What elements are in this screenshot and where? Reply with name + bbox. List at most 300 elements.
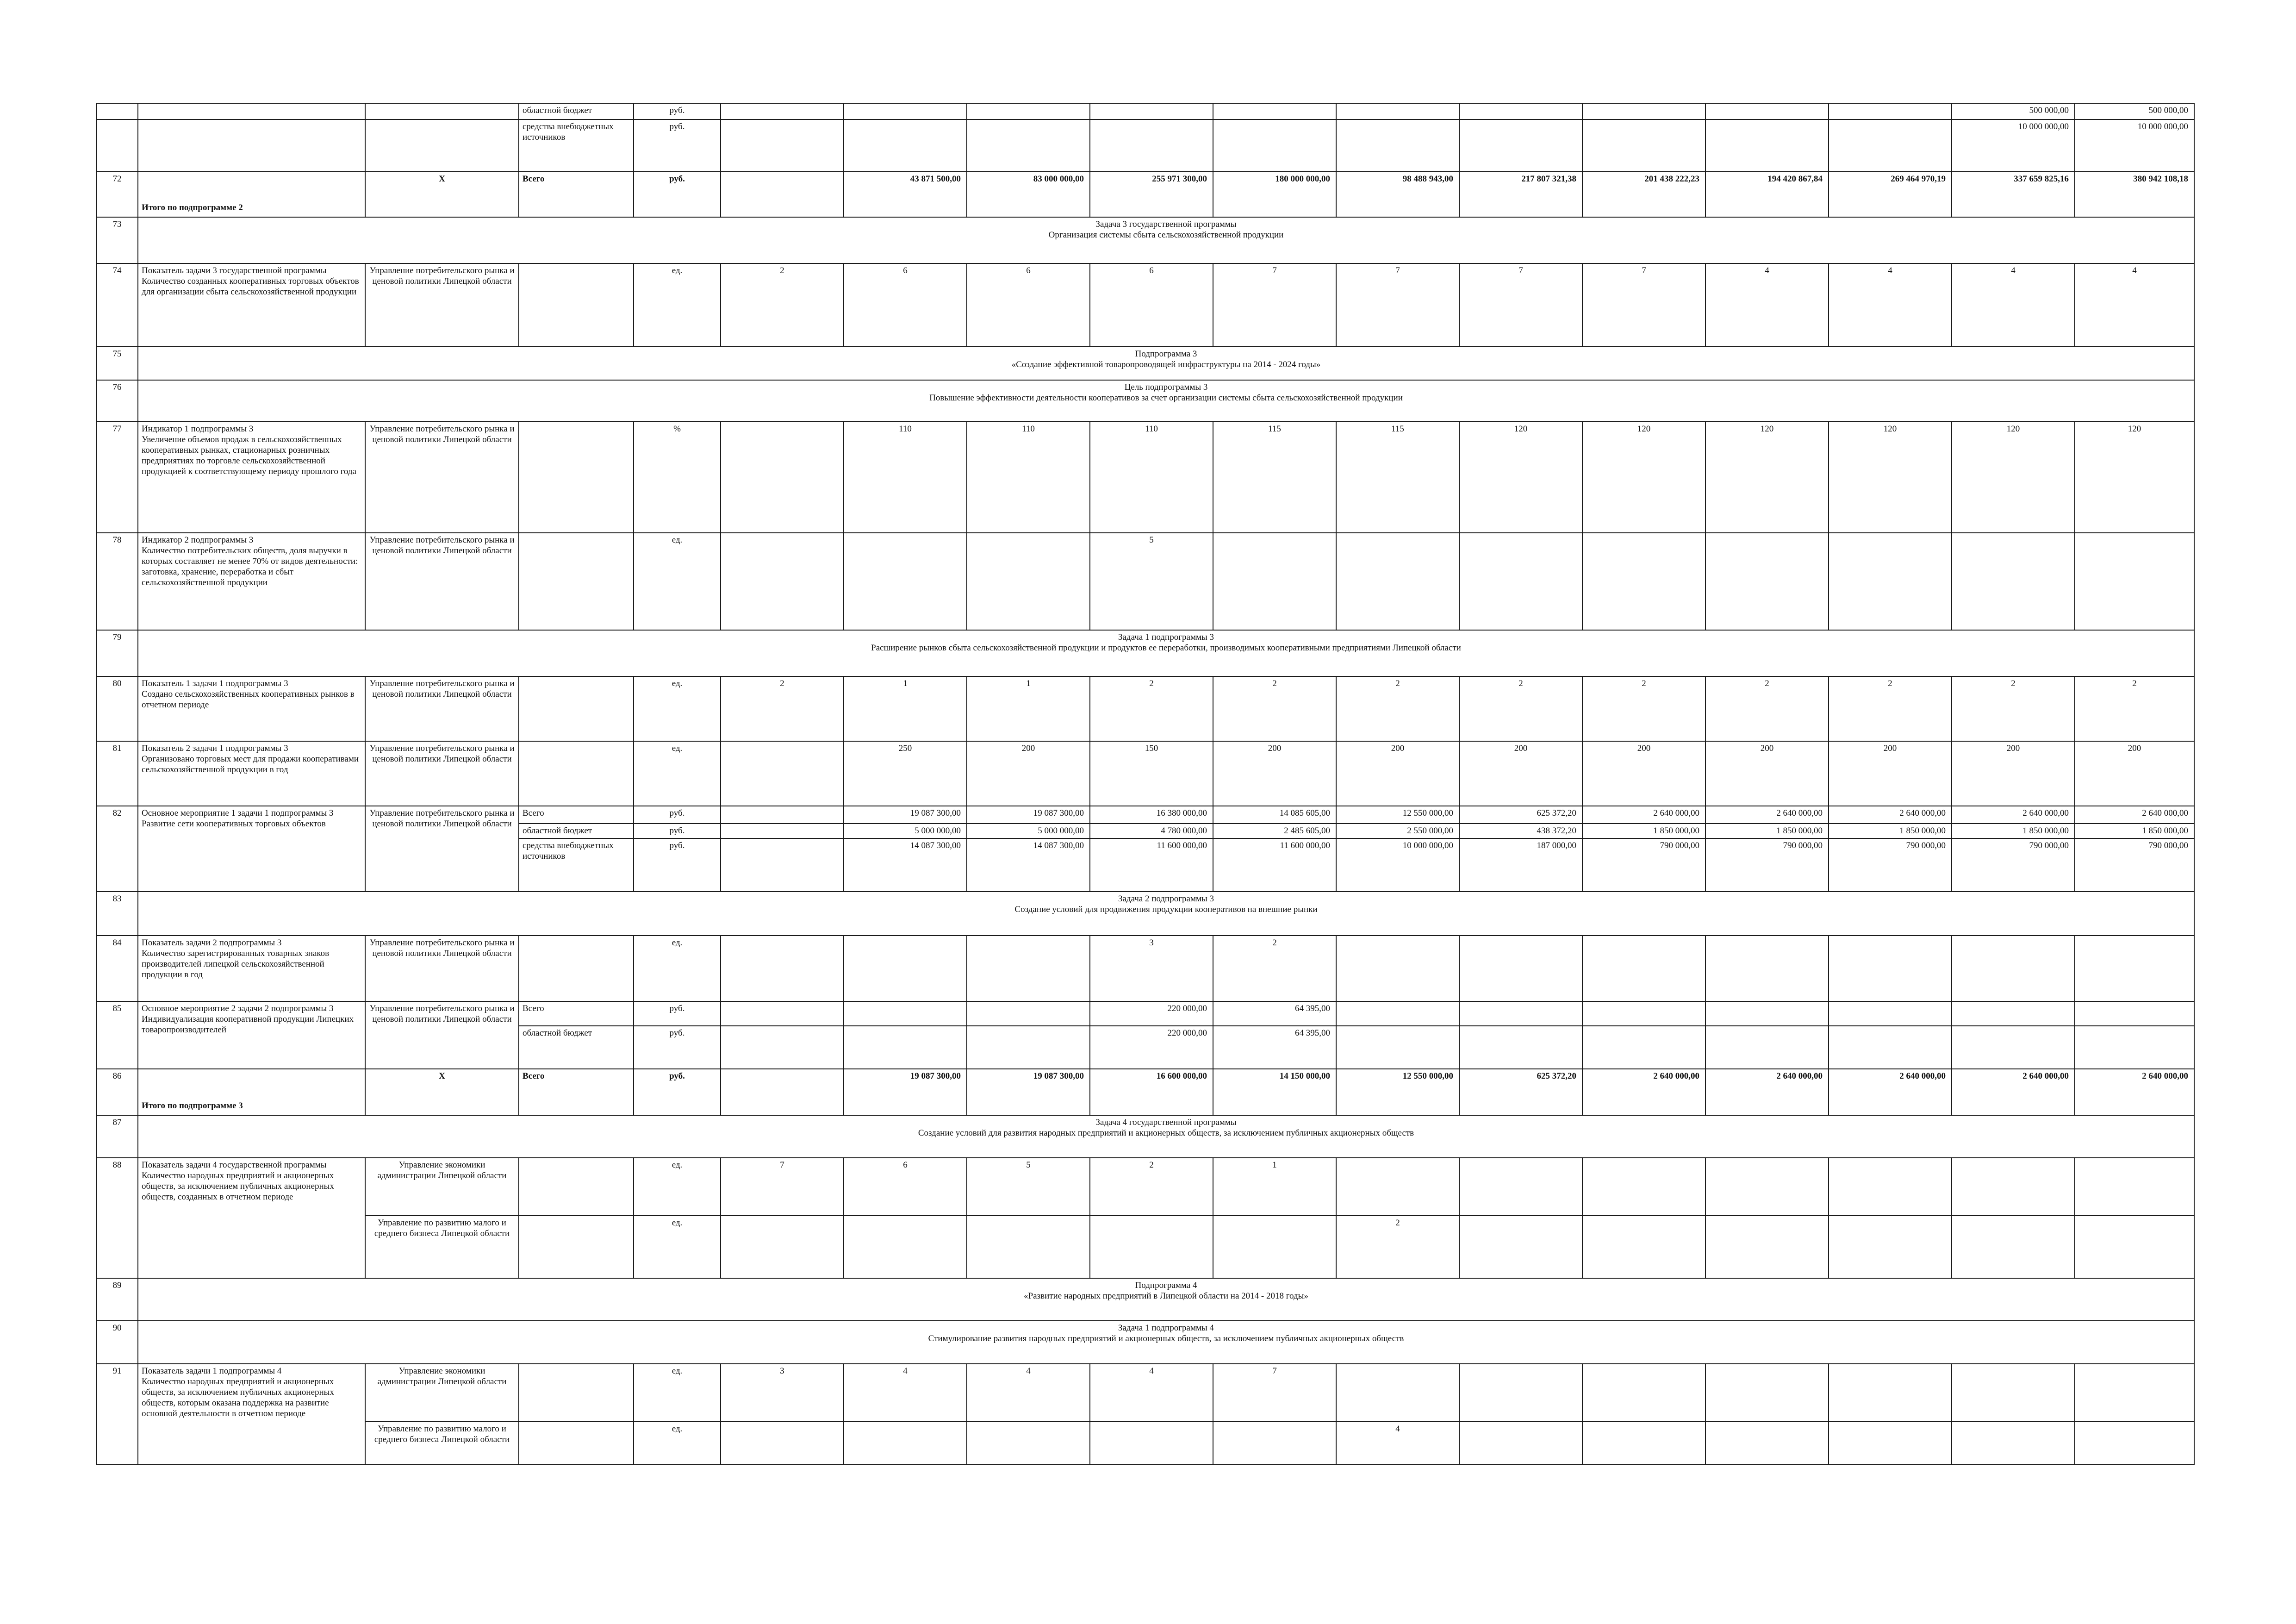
value-cell: 4 (1705, 263, 1829, 347)
value-cell: 4 780 000,00 (1089, 823, 1213, 839)
value-cell (720, 741, 844, 806)
value-cell: 11 600 000,00 (1213, 838, 1337, 892)
value-cell: 110 (966, 421, 1090, 533)
value-cell: 3 (720, 1363, 844, 1422)
value-cell: 1 (966, 676, 1090, 742)
value-cell: 3 (1089, 935, 1213, 1002)
funding-source: областной бюджет (518, 103, 634, 120)
value-cell: 2 (1459, 676, 1583, 742)
funding-source (518, 1363, 634, 1422)
value-cell: 14 085 605,00 (1213, 806, 1337, 824)
value-cell: 337 659 825,16 (1951, 171, 2075, 218)
value-cell (1951, 1215, 2075, 1279)
value-cell: 269 464 970,19 (1828, 171, 1952, 218)
unit: ед. (633, 1363, 721, 1422)
value-cell: 2 640 000,00 (2074, 806, 2195, 824)
value-cell (1459, 1421, 1583, 1465)
funding-source (518, 421, 634, 533)
section-header: Задача 1 подпрограммы 4 Стимулирование развития народных предприятий и акционерных обществ, за исключением публичных акционерных обществ (137, 1320, 2195, 1364)
value-cell: 500 000,00 (1951, 103, 2075, 120)
indicator-name: Показатель задачи 2 подпрограммы 3 Количество зарегистрированных товарных знаков производителей липецкой сельскохозяйственной продукции в год (137, 935, 366, 1002)
unit: ед. (633, 1421, 721, 1465)
row-number: 76 (96, 380, 138, 422)
value-cell (720, 532, 844, 631)
value-cell: 2 (1336, 676, 1460, 742)
indicator-name: Показатель задачи 1 подпрограммы 4 Количество народных предприятий и акционерных обществ, за исключением публичных акционерных обществ, которым оказана поддержка на развитие основной деятельности в отчетном периоде (137, 1363, 366, 1465)
value-cell (2074, 935, 2195, 1002)
value-cell: 2 (1951, 676, 2075, 742)
executor: Управление потребительского рынка и ценовой политики Липецкой области (365, 263, 519, 347)
value-cell (966, 1215, 1090, 1279)
value-cell: 500 000,00 (2074, 103, 2195, 120)
value-cell (1459, 1001, 1583, 1026)
value-cell: 4 (1336, 1421, 1460, 1465)
value-cell: 200 (966, 741, 1090, 806)
unit: руб. (633, 838, 721, 892)
value-cell: 10 000 000,00 (1951, 119, 2075, 172)
value-cell (1951, 1421, 2075, 1465)
value-cell (1459, 532, 1583, 631)
executor: Управление по развитию малого и среднего бизнеса Липецкой области (365, 1421, 519, 1465)
value-cell (1336, 935, 1460, 1002)
funding-source (518, 741, 634, 806)
value-cell: 2 (1213, 676, 1337, 742)
value-cell: 790 000,00 (1705, 838, 1829, 892)
value-cell (1213, 119, 1337, 172)
value-cell (1828, 532, 1952, 631)
executor: Управление потребительского рынка и ценовой политики Липецкой области (365, 421, 519, 533)
unit: руб. (633, 171, 721, 218)
value-cell (1828, 1157, 1952, 1216)
value-cell (1582, 103, 1706, 120)
row-number: 78 (96, 532, 138, 631)
value-cell: 19 087 300,00 (966, 1068, 1090, 1116)
value-cell (1459, 1363, 1583, 1422)
value-cell: 180 000 000,00 (1213, 171, 1337, 218)
value-cell: 1 (1213, 1157, 1337, 1216)
value-cell: 790 000,00 (1951, 838, 2075, 892)
value-cell (1089, 103, 1213, 120)
value-cell: 98 488 943,00 (1336, 171, 1460, 218)
value-cell: 110 (843, 421, 967, 533)
value-cell (1459, 119, 1583, 172)
executor: Управление потребительского рынка и ценовой политики Липецкой области (365, 806, 519, 892)
indicator-name: Основное мероприятие 1 задачи 1 подпрограммы 3 Развитие сети кооперативных торговых объектов (137, 806, 366, 892)
row-number: 80 (96, 676, 138, 742)
value-cell: 200 (1705, 741, 1829, 806)
indicator-name: Показатель 1 задачи 1 подпрограммы 3 Создано сельскохозяйственных кооперативных рынков в отчетном периоде (137, 676, 366, 742)
value-cell: 220 000,00 (1089, 1001, 1213, 1026)
funding-source (518, 1215, 634, 1279)
section-header: Цель подпрограммы 3 Повышение эффективности деятельности кооперативов за счет организации системы сбыта сельскохозяйственной продукции (137, 380, 2195, 422)
value-cell (1951, 935, 2075, 1002)
indicator-name: Показатель задачи 4 государственной программы Количество народных предприятий и акционерных обществ, за исключением публичных акционерных обществ, созданных в отчетном периоде (137, 1157, 366, 1279)
value-cell: 2 640 000,00 (1828, 806, 1952, 824)
value-cell (1582, 1001, 1706, 1026)
value-cell: 1 850 000,00 (1705, 823, 1829, 839)
value-cell: 790 000,00 (2074, 838, 2195, 892)
value-cell: 4 (966, 1363, 1090, 1422)
value-cell: 200 (1459, 741, 1583, 806)
value-cell (1705, 935, 1829, 1002)
row-number: 77 (96, 421, 138, 533)
unit: руб. (633, 103, 721, 120)
value-cell: 11 600 000,00 (1089, 838, 1213, 892)
value-cell (1213, 103, 1337, 120)
row-number: 84 (96, 935, 138, 1002)
value-cell (1828, 1025, 1952, 1069)
value-cell: 120 (1828, 421, 1952, 533)
value-cell (1213, 1215, 1337, 1279)
value-cell (843, 1215, 967, 1279)
value-cell (1336, 1025, 1460, 1069)
value-cell (1828, 103, 1952, 120)
value-cell (1089, 1215, 1213, 1279)
value-cell (720, 103, 844, 120)
value-cell: 115 (1336, 421, 1460, 533)
row-number: 73 (96, 217, 138, 264)
value-cell (1459, 103, 1583, 120)
value-cell (2074, 1001, 2195, 1026)
value-cell (966, 103, 1090, 120)
value-cell (1705, 1025, 1829, 1069)
value-cell: 7 (1336, 263, 1460, 347)
value-cell (2074, 1363, 2195, 1422)
value-cell: 2 640 000,00 (1582, 1068, 1706, 1116)
value-cell (843, 532, 967, 631)
indicator-name: Индикатор 2 подпрограммы 3 Количество потребительских обществ, доля выручки в которых составляет не менее 70% от видов деятельности: заготовка, хранение, переработка и сбыт сельскохозяйственной продукции (137, 532, 366, 631)
value-cell: 110 (1089, 421, 1213, 533)
value-cell: 217 807 321,38 (1459, 171, 1583, 218)
indicator-name: Показатель 2 задачи 1 подпрограммы 3 Организовано торговых мест для продажи кооперативами сельскохозяйственной продукции в год (137, 741, 366, 806)
value-cell: 2 (720, 676, 844, 742)
value-cell (1459, 1157, 1583, 1216)
funding-source: областной бюджет (518, 823, 634, 839)
value-cell (843, 1001, 967, 1026)
value-cell: 2 (1705, 676, 1829, 742)
unit: ед. (633, 1157, 721, 1216)
value-cell (720, 1215, 844, 1279)
value-cell (720, 171, 844, 218)
value-cell: 4 (2074, 263, 2195, 347)
row-number: 81 (96, 741, 138, 806)
row-number: 91 (96, 1363, 138, 1465)
section-header: Задача 4 государственной программы Создание условий для развития народных предприятий и акционерных обществ, за исключением публичных акционерных обществ (137, 1115, 2195, 1158)
value-cell (1951, 1001, 2075, 1026)
value-cell (1705, 1001, 1829, 1026)
value-cell: 625 372,20 (1459, 1068, 1583, 1116)
funding-source (518, 1421, 634, 1465)
unit: ед. (633, 741, 721, 806)
funding-source: Всего (518, 171, 634, 218)
value-cell: 14 087 300,00 (843, 838, 967, 892)
unit: руб. (633, 806, 721, 824)
value-cell: 12 550 000,00 (1336, 806, 1460, 824)
indicator-name: Итого по подпрограмме 3 (137, 1068, 366, 1116)
value-cell: 200 (2074, 741, 2195, 806)
value-cell (2074, 1025, 2195, 1069)
row-number: 72 (96, 171, 138, 218)
value-cell: 2 (1828, 676, 1952, 742)
unit: ед. (633, 676, 721, 742)
value-cell: 194 420 867,84 (1705, 171, 1829, 218)
value-cell: 16 600 000,00 (1089, 1068, 1213, 1116)
value-cell: 7 (720, 1157, 844, 1216)
indicator-name: Итого по подпрограмме 2 (137, 171, 366, 218)
value-cell (1582, 1363, 1706, 1422)
value-cell: 2 485 605,00 (1213, 823, 1337, 839)
value-cell: 150 (1089, 741, 1213, 806)
executor: Управление потребительского рынка и ценовой политики Липецкой области (365, 741, 519, 806)
value-cell (2074, 1157, 2195, 1216)
value-cell (1213, 532, 1337, 631)
unit: руб. (633, 823, 721, 839)
value-cell (1582, 1025, 1706, 1069)
funding-source: Всего (518, 1001, 634, 1026)
value-cell (1336, 119, 1460, 172)
unit: ед. (633, 532, 721, 631)
value-cell (1213, 1421, 1337, 1465)
executor: Управление потребительского рынка и ценовой политики Липецкой области (365, 1001, 519, 1069)
value-cell: 6 (966, 263, 1090, 347)
value-cell: 790 000,00 (1582, 838, 1706, 892)
value-cell: 120 (1459, 421, 1583, 533)
value-cell: 14 150 000,00 (1213, 1068, 1337, 1116)
value-cell: 19 087 300,00 (843, 1068, 967, 1116)
value-cell: 12 550 000,00 (1336, 1068, 1460, 1116)
value-cell (1459, 1025, 1583, 1069)
value-cell: 14 087 300,00 (966, 838, 1090, 892)
value-cell: 43 871 500,00 (843, 171, 967, 218)
row-number: 86 (96, 1068, 138, 1116)
row-number: 82 (96, 806, 138, 892)
unit: руб. (633, 1068, 721, 1116)
value-cell: 7 (1459, 263, 1583, 347)
value-cell (843, 119, 967, 172)
value-cell: 187 000,00 (1459, 838, 1583, 892)
value-cell (720, 935, 844, 1002)
value-cell: 10 000 000,00 (1336, 838, 1460, 892)
value-cell: 220 000,00 (1089, 1025, 1213, 1069)
funding-source (518, 532, 634, 631)
value-cell (1089, 1421, 1213, 1465)
value-cell: 64 395,00 (1213, 1025, 1337, 1069)
row-number: 88 (96, 1157, 138, 1279)
value-cell: 2 (1089, 1157, 1213, 1216)
value-cell (966, 1421, 1090, 1465)
value-cell: 7 (1213, 1363, 1337, 1422)
value-cell (1705, 119, 1829, 172)
value-cell (720, 838, 844, 892)
value-cell (1089, 119, 1213, 172)
funding-source: областной бюджет (518, 1025, 634, 1069)
value-cell: 2 (1582, 676, 1706, 742)
value-cell: 19 087 300,00 (843, 806, 967, 824)
row-number: 75 (96, 346, 138, 381)
funding-source: средства внебюджетных источников (518, 119, 634, 172)
row-number (96, 103, 138, 120)
executor: Управление экономики администрации Липецкой области (365, 1363, 519, 1422)
value-cell: 1 850 000,00 (1582, 823, 1706, 839)
value-cell (966, 1025, 1090, 1069)
value-cell: 64 395,00 (1213, 1001, 1337, 1026)
executor (365, 103, 519, 120)
funding-source (518, 1157, 634, 1216)
value-cell: 2 640 000,00 (2074, 1068, 2195, 1116)
value-cell (1582, 1157, 1706, 1216)
value-cell: 2 640 000,00 (1828, 1068, 1952, 1116)
value-cell: 2 640 000,00 (1582, 806, 1706, 824)
indicator-table (96, 103, 2194, 1464)
value-cell (1459, 1215, 1583, 1279)
value-cell: 2 640 000,00 (1951, 806, 2075, 824)
value-cell (1951, 1363, 2075, 1422)
value-cell (720, 806, 844, 824)
value-cell: 1 850 000,00 (2074, 823, 2195, 839)
value-cell: 7 (1582, 263, 1706, 347)
funding-source: Всего (518, 1068, 634, 1116)
value-cell (2074, 1421, 2195, 1465)
value-cell: 2 640 000,00 (1705, 1068, 1829, 1116)
value-cell: 201 438 222,23 (1582, 171, 1706, 218)
value-cell (1705, 1363, 1829, 1422)
funding-source: Всего (518, 806, 634, 824)
value-cell: 625 372,20 (1459, 806, 1583, 824)
unit: руб. (633, 1025, 721, 1069)
section-header: Задача 2 подпрограммы 3 Создание условий для продвижения продукции кооперативов на внешние рынки (137, 891, 2195, 936)
executor: Управление потребительского рынка и ценовой политики Липецкой области (365, 935, 519, 1002)
row-number: 83 (96, 891, 138, 936)
indicator-name (137, 103, 366, 120)
value-cell (720, 1025, 844, 1069)
row-number: 85 (96, 1001, 138, 1069)
value-cell (843, 1421, 967, 1465)
value-cell: 7 (1213, 263, 1337, 347)
value-cell: 200 (1828, 741, 1952, 806)
value-cell (1582, 532, 1706, 631)
value-cell (1705, 1215, 1829, 1279)
value-cell (720, 1068, 844, 1116)
section-header: Подпрограмма 4 «Развитие народных предприятий в Липецкой области на 2014 - 2018 годы» (137, 1278, 2195, 1321)
value-cell: 4 (1951, 263, 2075, 347)
value-cell (1705, 532, 1829, 631)
value-cell: 6 (1089, 263, 1213, 347)
value-cell (1459, 935, 1583, 1002)
unit: руб. (633, 119, 721, 172)
indicator-name (137, 119, 366, 172)
value-cell: 6 (843, 263, 967, 347)
value-cell: 1 850 000,00 (1951, 823, 2075, 839)
value-cell: 2 (1336, 1215, 1460, 1279)
value-cell: 115 (1213, 421, 1337, 533)
unit: ед. (633, 935, 721, 1002)
value-cell: 2 (720, 263, 844, 347)
funding-source (518, 935, 634, 1002)
value-cell (1336, 532, 1460, 631)
value-cell: 200 (1951, 741, 2075, 806)
value-cell: 200 (1582, 741, 1706, 806)
value-cell: 2 (2074, 676, 2195, 742)
value-cell (966, 119, 1090, 172)
value-cell: 19 087 300,00 (966, 806, 1090, 824)
value-cell (1828, 1363, 1952, 1422)
value-cell: 120 (2074, 421, 2195, 533)
value-cell: 5 (1089, 532, 1213, 631)
row-number: 90 (96, 1320, 138, 1364)
value-cell (2074, 532, 2195, 631)
value-cell (1828, 1001, 1952, 1026)
executor: Управление по развитию малого и среднего бизнеса Липецкой области (365, 1215, 519, 1279)
funding-source (518, 676, 634, 742)
value-cell: 4 (843, 1363, 967, 1422)
unit: ед. (633, 1215, 721, 1279)
value-cell: 120 (1951, 421, 2075, 533)
value-cell: 2 (1089, 676, 1213, 742)
row-number: 89 (96, 1278, 138, 1321)
value-cell (1582, 1215, 1706, 1279)
value-cell (1582, 119, 1706, 172)
value-cell (1828, 935, 1952, 1002)
value-cell (1705, 1157, 1829, 1216)
value-cell (720, 421, 844, 533)
indicator-name: Основное мероприятие 2 задачи 2 подпрограммы 3 Индивидуализация кооперативной продукции Липецких товаропроизводителей (137, 1001, 366, 1069)
value-cell: 5 000 000,00 (843, 823, 967, 839)
value-cell (720, 119, 844, 172)
indicator-name: Индикатор 1 подпрограммы 3 Увеличение объемов продаж в сельскохозяйственных кооперативных рынках, стационарных розничных предприятиях по торговле сельскохозяйственной продукцией к соответствующему периоду прошлого года (137, 421, 366, 533)
value-cell (1828, 1215, 1952, 1279)
value-cell (1951, 532, 2075, 631)
value-cell: 10 000 000,00 (2074, 119, 2195, 172)
value-cell: 380 942 108,18 (2074, 171, 2195, 218)
value-cell: 5 (966, 1157, 1090, 1216)
value-cell: 2 550 000,00 (1336, 823, 1460, 839)
value-cell (1828, 119, 1952, 172)
funding-source: средства внебюджетных источников (518, 838, 634, 892)
value-cell: 2 640 000,00 (1951, 1068, 2075, 1116)
value-cell (966, 532, 1090, 631)
section-header: Задача 3 государственной программы Организация системы сбыта сельскохозяйственной продукции (137, 217, 2195, 264)
executor (365, 119, 519, 172)
value-cell: 4 (1828, 263, 1952, 347)
executor: Управление потребительского рынка и ценовой политики Липецкой области (365, 532, 519, 631)
executor: Х (365, 1068, 519, 1116)
value-cell (1828, 1421, 1952, 1465)
row-number: 79 (96, 630, 138, 677)
value-cell: 200 (1336, 741, 1460, 806)
value-cell: 438 372,20 (1459, 823, 1583, 839)
value-cell (1951, 1025, 2075, 1069)
indicator-name: Показатель задачи 3 государственной программы Количество созданных кооперативных торговых объектов для организации сбыта сельскохозяйственной продукции (137, 263, 366, 347)
value-cell (843, 1025, 967, 1069)
value-cell (720, 1001, 844, 1026)
value-cell (720, 1421, 844, 1465)
value-cell: 83 000 000,00 (966, 171, 1090, 218)
value-cell (1582, 935, 1706, 1002)
value-cell: 255 971 300,00 (1089, 171, 1213, 218)
value-cell: 1 850 000,00 (1828, 823, 1952, 839)
row-number: 87 (96, 1115, 138, 1158)
value-cell: 16 380 000,00 (1089, 806, 1213, 824)
executor: Управление экономики администрации Липецкой области (365, 1157, 519, 1216)
value-cell: 120 (1705, 421, 1829, 533)
value-cell (1951, 1157, 2075, 1216)
value-cell (720, 823, 844, 839)
value-cell: 1 (843, 676, 967, 742)
unit: ед. (633, 263, 721, 347)
row-number: 74 (96, 263, 138, 347)
value-cell: 5 000 000,00 (966, 823, 1090, 839)
value-cell: 120 (1582, 421, 1706, 533)
